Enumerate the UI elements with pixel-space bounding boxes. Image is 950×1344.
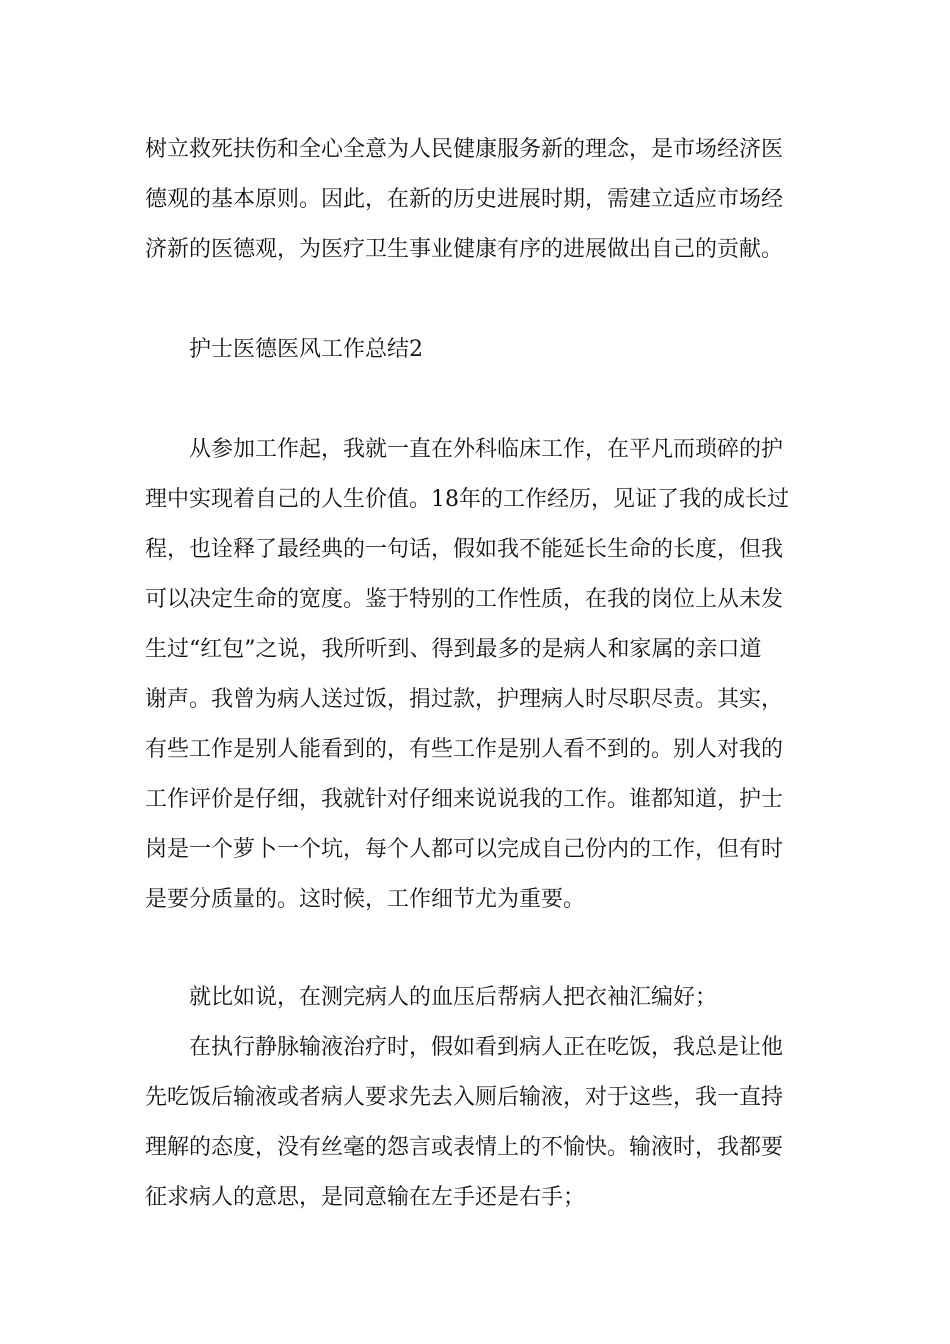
paragraph-1-line: 济新的医德观，为医疗卫生事业健康有序的进展做出自己的贡献。 [145,237,784,262]
paragraph-2-line: 理中实现着自己的人生价值。18年的工作经历，见证了我的成长过 [145,487,789,512]
paragraph-4-line: 先吃饭后输液或者病人要求先去入厕后输液，对于这些，我一直持 [145,1085,784,1110]
paragraph-2 [145,425,810,925]
paragraph-2-line: 岗是一个萝卜一个坑，每个人都可以完成自己份内的工作，但有时 [145,837,784,862]
section-heading-text: 护士医德医风工作总结2 [189,337,423,362]
paragraph-2-line: 可以决定生命的宽度。鉴于特别的工作性质，在我的岗位上从未发 [145,587,784,612]
paragraph-1-line: 德观的基本原则。因此，在新的历史进展时期，需建立适应市场经 [145,187,784,212]
paragraph-1-line: 树立救死扶伤和全心全意为人民健康服务新的理念，是市场经济医 [145,137,784,162]
paragraph-3-line: 就比如说，在测完病人的血压后帮病人把衣袖汇编好； [189,985,718,1010]
paragraph-2-line: 谢声。我曾为病人送过饭，捐过款，护理病人时尽职尽责。其实， [145,687,784,712]
paragraph-4-line: 征求病人的意思，是同意输在左手还是右手； [145,1185,586,1210]
paragraph-1 [145,125,810,275]
paragraph-4-line: 在执行静脉输液治疗时，假如看到病人正在吃饭，我总是让他 [189,1035,784,1060]
paragraph-2-line: 工作评价是仔细，我就针对仔细来说说我的工作。谁都知道，护士 [145,787,784,812]
paragraph-2-line: 生过“红包”之说，我所听到、得到最多的是病人和家属的亲口道 [145,637,762,662]
paragraph-2-line: 有些工作是别人能看到的，有些工作是别人看不到的。别人对我的 [145,737,784,762]
paragraph-2-line: 从参加工作起，我就一直在外科临床工作，在平凡而琐碎的护 [189,437,784,462]
paragraph-4-line: 理解的态度，没有丝毫的怨言或表情上的不愉快。输液时，我都要 [145,1135,784,1160]
paragraph-2-line: 是要分质量的。这时候，工作细节尤为重要。 [145,887,586,912]
paragraph-3 [145,973,810,1023]
section-heading [145,325,810,375]
paragraph-2-line: 程，也诠释了最经典的一句话，假如我不能延长生命的长度，但我 [145,537,784,562]
paragraph-4 [145,1023,810,1223]
